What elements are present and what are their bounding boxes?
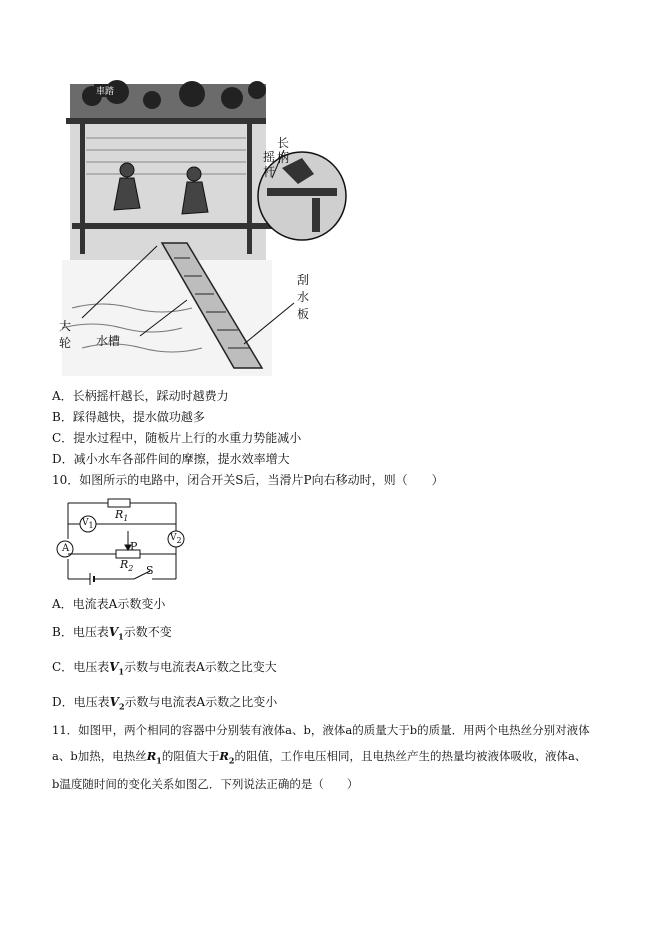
circuit-a-label: A xyxy=(62,543,70,554)
circuit-v2-label: V2 xyxy=(170,533,182,545)
q10-option-d: D．电压表$V_2$示数与电流表A示数之比变小 xyxy=(52,695,278,712)
label-handle-col2: 摇 杆 xyxy=(262,150,275,179)
q9-option-d: D．减小水车各部件间的摩擦，提水效率增大 xyxy=(52,452,290,466)
label-wheel: 大 轮 xyxy=(58,319,71,350)
q11-line-3: b温度随时间的变化关系如图乙．下列说法正确的是（ ） xyxy=(52,777,359,791)
circuit-v1-label: V1 xyxy=(82,518,94,530)
q9-option-c: C．提水过程中，随板片上行的水重力势能减小 xyxy=(52,431,302,445)
circuit-r2-label: $R_2$ xyxy=(120,558,134,574)
label-handle-col1: 长 柄 xyxy=(276,136,289,165)
q11-line-2: a、b加热，电热丝$R_1$的阻值大于$R_2$的阻值，工作电压相同，且电热丝产生的热量均被液体吸收，液体a、 xyxy=(52,749,587,766)
circuit-s-label: S xyxy=(146,564,154,577)
label-paddle: 刮 水 板 xyxy=(296,273,309,321)
q10-option-b: B．电压表$V_1$示数不变 xyxy=(52,625,172,642)
q9-option-b: B．踩得越快，提水做功越多 xyxy=(52,410,205,424)
q10-option-c: C．电压表$V_1$示数与电流表A示数之比变大 xyxy=(52,660,277,677)
circuit-p-label: P xyxy=(130,540,138,553)
q10-stem: 10．如图所示的电路中，闭合开关S后，当滑片P向右移动时，则（ ） xyxy=(52,473,444,487)
q11-line-1: 11．如图甲，两个相同的容器中分别装有液体a、b，液体a的质量大于b的质量．用两个电热丝分别对液体 xyxy=(52,723,590,737)
q10-option-a: A．电流表A示数变小 xyxy=(52,597,166,611)
circuit-r1-label: $R_1$ xyxy=(115,508,129,524)
q9-option-a: A．长柄摇杆越长，踩动时越费力 xyxy=(52,389,229,403)
figure-top-label: 車踏 xyxy=(94,84,116,97)
label-trough: 水槽 xyxy=(96,334,121,348)
